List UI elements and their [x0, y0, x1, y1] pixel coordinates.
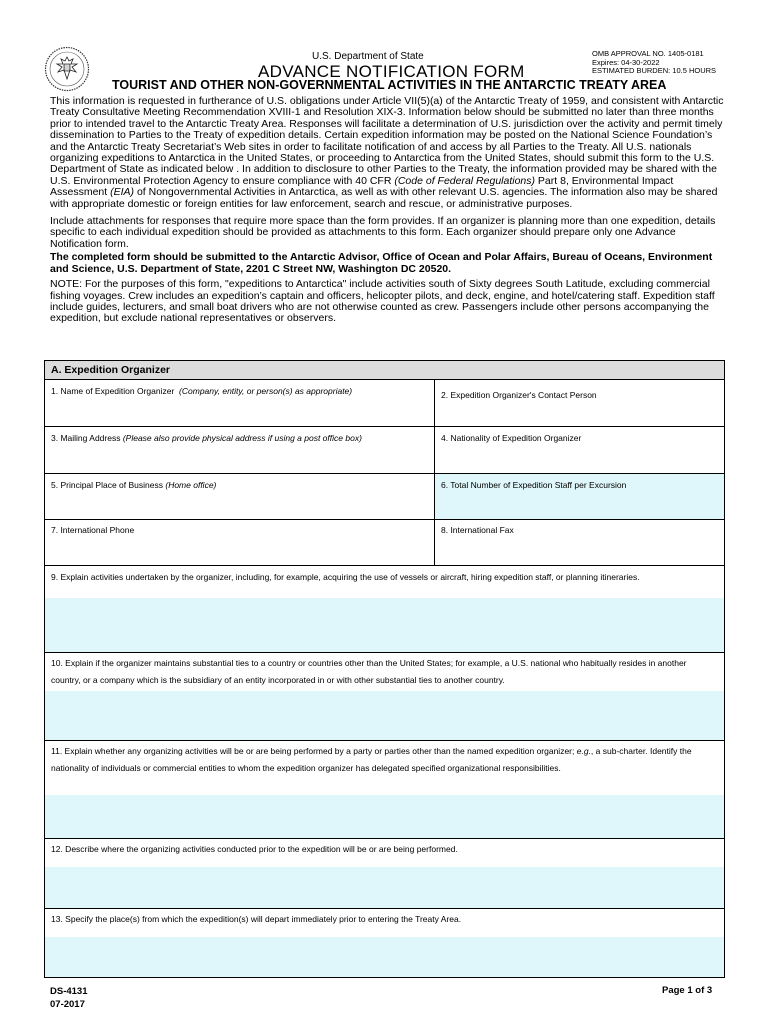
other-parties-label: [51, 743, 711, 777]
page-number: Page 1 of 3: [662, 985, 713, 996]
p1-text-a: This information is requested in furtherance of U.S. obligations under Article VII(5)(a) of the Antarctic Treaty of 1959, and consistent with Antarctic Treaty Consultative Meeting Recommendation XVIII-1 and Resolution XIX-3. Information below should be submitted no later than three months prior to intended travel to the Antarctic Treaty Area. Responses will facilitate a determination of U.S. jurisdiction over the activity and permit timely dissemination to Parties to the Treaty of expedition details. Certain expedition information may be posted on the National Science Foundation’s and the Antarctic Treaty Secretariat’s Web sites in order to facilitate notification of and access by all Parties to the Treaty. All U.S. nationals organizing expeditions to Antarctica in the United States, or proceeding to Antarctica from the United States, should submit this form to the U.S. Department of State as indicated below . In addition to disclosure to other Parties to the Treaty, the information provided may be shared with the U.S. Environmental Protection Agency to ensure compliance with 40 CFR: [50, 95, 724, 187]
department-seal-icon: [44, 46, 90, 92]
p1-eia: (EIA): [110, 186, 135, 199]
organizing-location-field[interactable]: [45, 839, 724, 909]
definitions-note: NOTE: For the purposes of this form, "expeditions to Antarctica" include activities south of Sixty degrees South Latitude, excluding commercial fishing voyages. Crew includes an expedition’s captain and officers, helicopter pilots, and deck, engine, and hotel/catering staff. Expedition staff include guides, lecturers, and small boat drivers who are not otherwise counted as crew. Passengers include other persons accompanying the expedition, but exclude national representatives or observers.: [50, 278, 715, 325]
f5-label: 5. Principal Place of Business: [51, 480, 163, 490]
substantial-ties-field[interactable]: [45, 653, 724, 741]
f1-note: (Company, entity, or person(s) as appropriate): [179, 386, 353, 396]
f11-text-a: 11. Explain whether any organizing activities will be or are being performed by a party or parties other than the named expedition organizer;: [51, 746, 577, 756]
p1-text-c: of Nongovernmental Activities in Antarctica, as well as with other relevant U.S. agencies. The information also may be shared with appropriate domestic or foreign entities for law enforcement, search and rescue, or administrative purposes.: [50, 186, 718, 210]
form-date: 07-2017: [50, 999, 85, 1010]
section-a-header: [45, 361, 724, 380]
nationality-label: 4. Nationality of Expedition Organizer: [441, 433, 582, 443]
section-a-table: [44, 360, 725, 978]
departure-place-fill: [45, 937, 724, 977]
nationality-field[interactable]: [434, 427, 724, 474]
submission-address: The completed form should be submitted to the Antarctic Advisor, Office of Ocean and Polar Affairs, Bureau of Oceans, Environment and Science, U.S. Department of State, 2201 C Street NW, Washington DC 20520.: [50, 251, 713, 275]
other-parties-field[interactable]: [45, 741, 724, 839]
contact-person-field[interactable]: [434, 380, 724, 427]
organizing-location-label: 12. Describe where the organizing activities conducted prior to the expedition will be or are being performed.: [51, 844, 458, 854]
form-title: ADVANCE NOTIFICATION FORM: [258, 62, 525, 81]
contact-person-label: 2. Expedition Organizer's Contact Person: [441, 390, 597, 400]
mailing-address-field[interactable]: [45, 427, 434, 474]
department-name: U.S. Department of State: [312, 51, 424, 62]
instructions-paragraph-1: [50, 96, 726, 210]
instructions: [50, 96, 726, 331]
f11-eg: e.g.: [576, 746, 591, 756]
f1-label: 1. Name of Expedition Organizer: [51, 386, 175, 396]
activities-label: 9. Explain activities undertaken by the organizer, including, for example, acquiring the use of vessels or aircraft, hiring expedition staff, or planning itineraries.: [51, 572, 640, 582]
instructions-paragraph-2: Include attachments for responses that require more space than the form provides. If an organizer is planning more than one expedition, details specific to each individual expedition should be provided as attachments to this form. Each organizer should prepare only one Advance Notification form.: [50, 215, 716, 250]
omb-info: [592, 50, 716, 76]
f3-label: 3. Mailing Address: [51, 433, 121, 443]
f3-note: (Please also provide physical address if using a post office box): [122, 433, 362, 443]
omb-approval: OMB APPROVAL NO. 1405-0181: [592, 49, 704, 58]
form-code: DS-4131: [50, 986, 88, 997]
form-subtitle: TOURIST AND OTHER NON-GOVERNMENTAL ACTIVITIES IN THE ANTARCTIC TREATY AREA: [112, 78, 667, 92]
organizing-location-fill: [45, 867, 724, 908]
form-code-block: [50, 985, 88, 1011]
section-a-title: A. Expedition Organizer: [51, 364, 171, 376]
f5-note: (Home office): [165, 480, 217, 490]
p1-text-b: Part 8, Environmental Impact Assessment: [50, 174, 674, 199]
activities-field[interactable]: [45, 566, 724, 653]
international-phone-label: 7. International Phone: [51, 525, 135, 535]
activities-fill: [45, 598, 724, 652]
international-phone-field[interactable]: [45, 520, 434, 566]
departure-place-field[interactable]: [45, 909, 724, 977]
omb-expires: Expires: 04-30-2022: [592, 57, 660, 67]
p1-cfr: (Code of Federal Regulations): [394, 174, 536, 187]
principal-place-field[interactable]: [45, 474, 434, 520]
omb-burden: ESTIMATED BURDEN: 10.5 HOURS: [592, 66, 717, 75]
staff-count-field[interactable]: [434, 474, 724, 520]
international-fax-field[interactable]: [434, 520, 724, 566]
departure-place-label: 13. Specify the place(s) from which the expedition(s) will depart immediately prior to entering the Treaty Area.: [51, 914, 462, 924]
substantial-ties-label: 10. Explain if the organizer maintains substantial ties to a country or countries other than the United States; for example, a U.S. national who habitually resides in another country, or a company which is the subsidiary of an entity incorporated in or with other substantial ties to another country.: [51, 658, 687, 685]
organizer-name-field[interactable]: [45, 380, 434, 427]
other-parties-fill: [45, 795, 724, 838]
staff-count-label: 6. Total Number of Expedition Staff per Excursion: [441, 480, 627, 490]
international-fax-label: 8. International Fax: [441, 525, 514, 535]
substantial-ties-fill: [45, 691, 724, 740]
f11-text-b: , a sub-charter. Identify the nationality of individuals or commercial entities to whom the expedition organizer has delegated specified organizational responsibilities.: [51, 746, 692, 773]
